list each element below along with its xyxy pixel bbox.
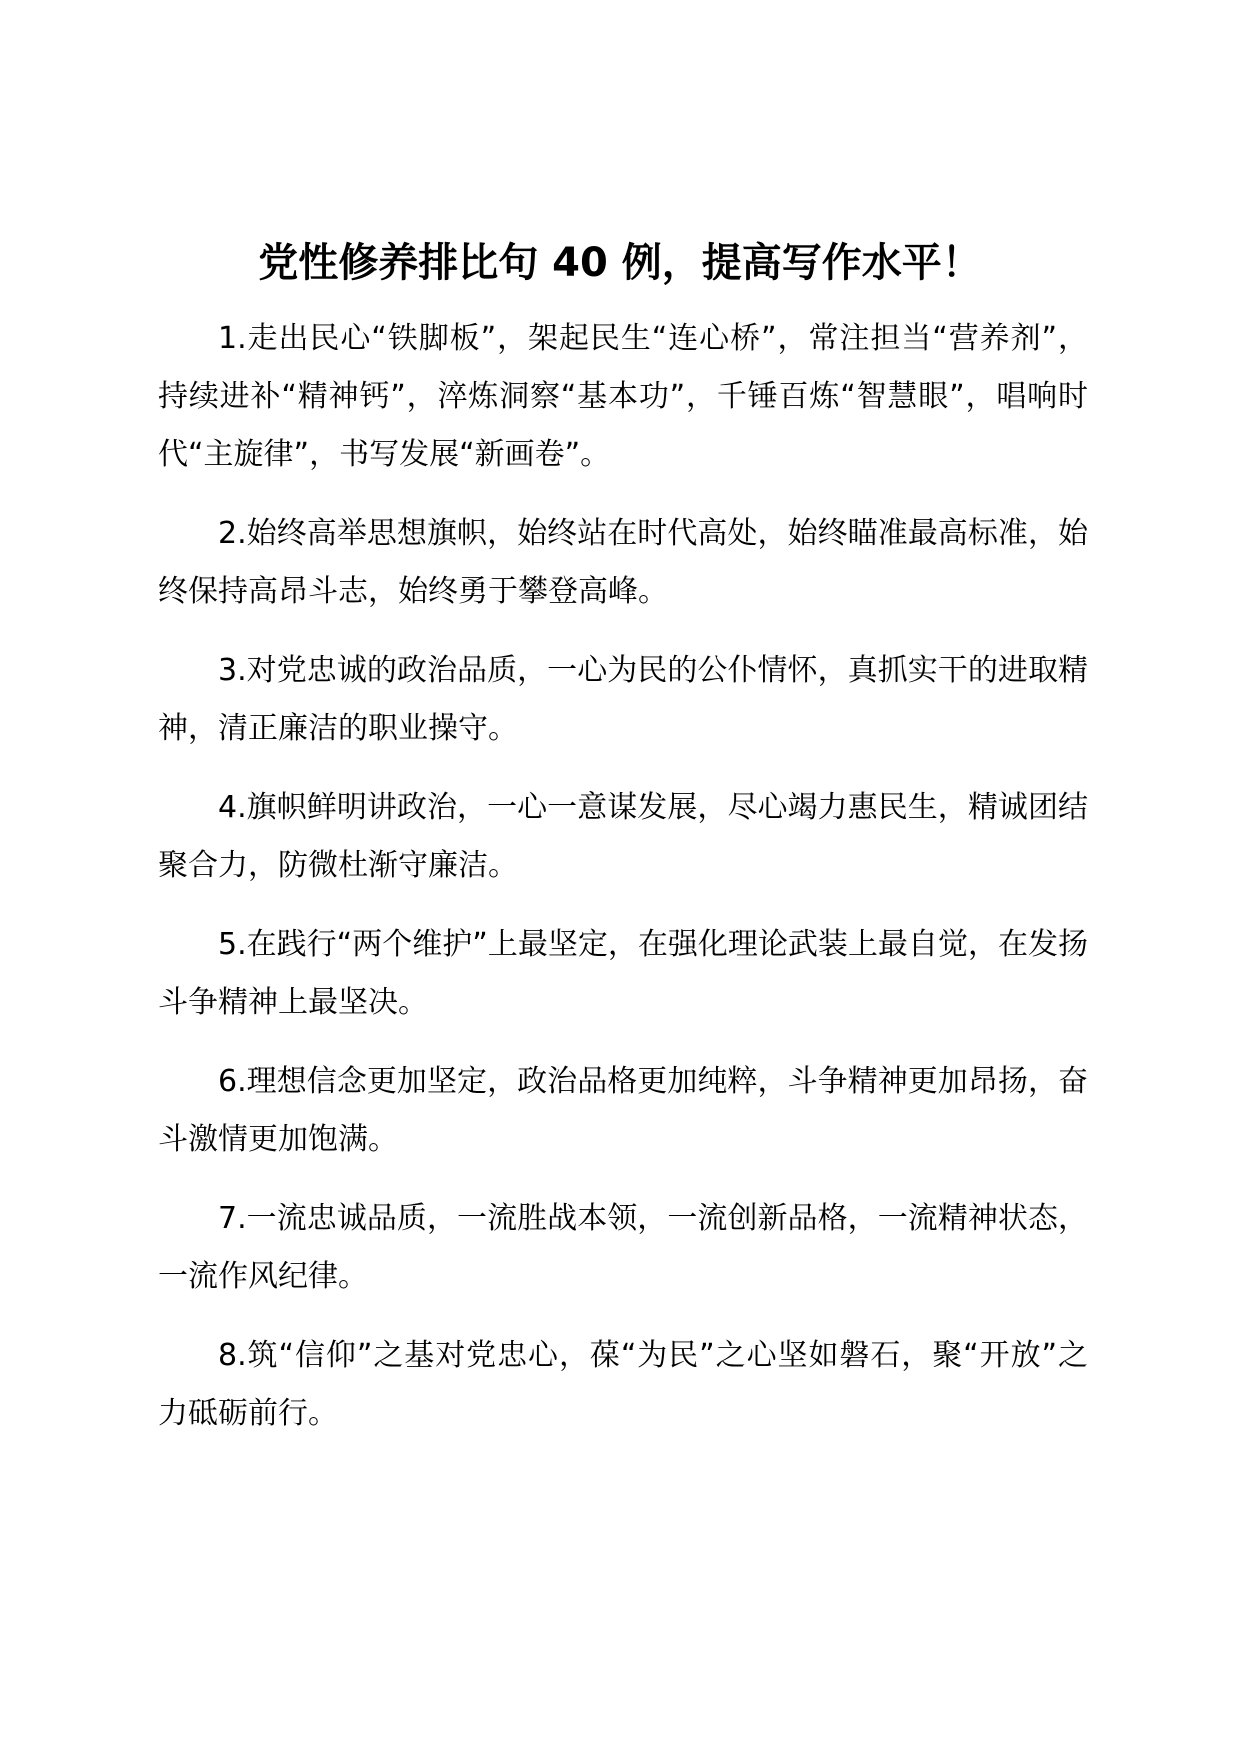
document-body [158,310,1088,1464]
paragraph-5: 5.在践行“两个维护”上最坚定，在强化理论武装上最自觉，在发扬斗争精神上最坚决。 [158,927,1088,1020]
document-title: 党性修养排比句 40 例，提高写作水平！ [258,239,982,286]
paragraph-4: 4.旗帜鲜明讲政治，一心一意谋发展，尽心竭力惠民生，精诚团结聚合力，防微杜渐守廉洁。 [158,790,1088,883]
paragraph-8: 8.筑“信仰”之基对党忠心，葆“为民”之心坚如磐石，聚“开放”之力砥砺前行。 [158,1338,1088,1431]
paragraph-2: 2.始终高举思想旗帜，始终站在时代高处，始终瞄准最高标准，始终保持高昂斗志，始终勇于攀登高峰。 [158,516,1088,609]
paragraph-1: 1.走出民心“铁脚板”，架起民生“连心桥”，常注担当“营养剂”，持续进补“精神钙”，淬炼洞察“基本功”，千锤百炼“智慧眼”，唱响时代“主旋律”，书写发展“新画卷”。 [158,321,1088,472]
paragraph-6: 6.理想信念更加坚定，政治品格更加纯粹，斗争精神更加昂扬，奋斗激情更加饱满。 [158,1064,1088,1157]
paragraph-3: 3.对党忠诚的政治品质，一心为民的公仆情怀，真抓实干的进取精神，清正廉洁的职业操守。 [158,653,1088,746]
paragraph-7: 7.一流忠诚品质，一流胜战本领，一流创新品格，一流精神状态，一流作风纪律。 [158,1201,1088,1294]
